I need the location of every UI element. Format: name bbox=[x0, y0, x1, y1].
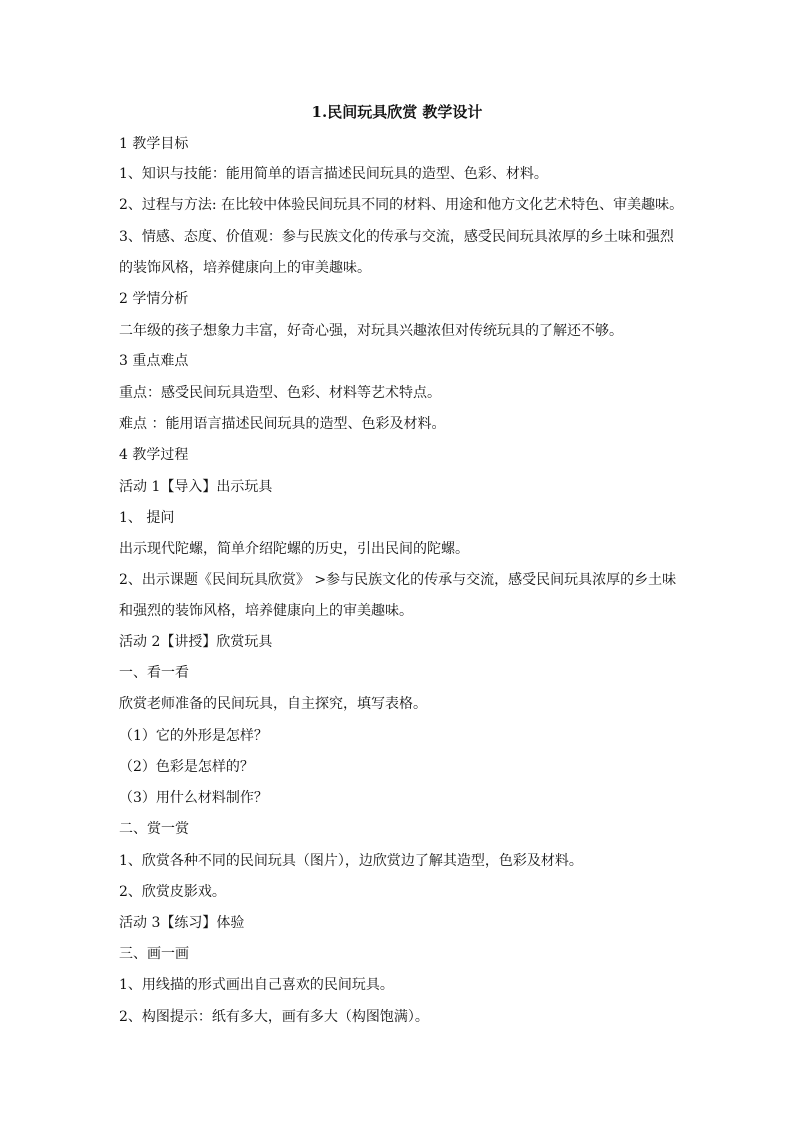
section-heading: 一、看一看 bbox=[119, 665, 189, 681]
paragraph-line: 3、情感、态度、价值观：参与民族文化的传承与交流，感受民间玩具浓厚的乡土味和强烈 bbox=[119, 229, 674, 245]
activity-heading: 活动 1【导入】出示玩具 bbox=[119, 479, 273, 495]
paragraph-line: 1、 提问 bbox=[119, 510, 175, 526]
document-title: 1.民间玩具欣赏 教学设计 bbox=[311, 103, 483, 121]
paragraph-line: 1、知识与技能：能用简单的语言描述民间玩具的造型、色彩、材料。 bbox=[119, 166, 548, 182]
activity-heading: 活动 3【练习】体验 bbox=[119, 915, 245, 931]
paragraph-line: 2、欣赏皮影戏。 bbox=[119, 884, 226, 900]
heading-student-analysis: 2 学情分析 bbox=[119, 291, 189, 307]
paragraph-line: 二年级的孩子想象力丰富，好奇心强，对玩具兴趣浓但对传统玩具的了解还不够。 bbox=[119, 323, 623, 339]
paragraph-line: 欣赏老师准备的民间玩具，自主探究，填写表格。 bbox=[119, 696, 427, 712]
heading-key-points: 3 重点难点 bbox=[119, 353, 189, 369]
paragraph-line: 2、构图提示：纸有多大，画有多大（构图饱满）。 bbox=[119, 1009, 429, 1025]
paragraph-line: 1、用线描的形式画出自己喜欢的民间玩具。 bbox=[119, 977, 394, 993]
activity-heading: 活动 2【讲授】欣赏玩具 bbox=[119, 634, 273, 650]
heading-teaching-process: 4 教学过程 bbox=[119, 447, 189, 463]
paragraph-line: 1、欣赏各种不同的民间玩具（图片），边欣赏边了解其造型，色彩及材料。 bbox=[119, 853, 583, 869]
paragraph-line: 重点：感受民间玩具造型、色彩、材料等艺术特点。 bbox=[119, 385, 441, 401]
section-heading: 二、赏一赏 bbox=[119, 821, 189, 837]
paragraph-line: 2、过程与方法: 在比较中体验民间玩具不同的材料、用途和他方文化艺术特色、审美趣味。 bbox=[119, 197, 684, 213]
paragraph-line: 2、出示课题《民间玩具欣赏》 >参与民族文化的传承与交流，感受民间玩具浓厚的乡土味 bbox=[119, 572, 677, 588]
section-heading: 三、画一画 bbox=[119, 946, 189, 962]
paragraph-line: 出示现代陀螺，简单介绍陀螺的历史，引出民间的陀螺。 bbox=[119, 541, 469, 557]
paragraph-line: 和强烈的装饰风格，培养健康向上的审美趣味。 bbox=[119, 603, 413, 619]
list-item: （2）色彩是怎样的？ bbox=[119, 759, 254, 775]
heading-teaching-goals: 1 教学目标 bbox=[119, 136, 189, 152]
paragraph-line: 的装饰风格，培养健康向上的审美趣味。 bbox=[119, 260, 371, 276]
paragraph-line: 难点 ：能用语言描述民间玩具的造型、色彩及材料。 bbox=[119, 416, 446, 432]
list-item: （1）它的外形是怎样？ bbox=[119, 728, 268, 744]
list-item: （3）用什么材料制作？ bbox=[119, 790, 268, 806]
